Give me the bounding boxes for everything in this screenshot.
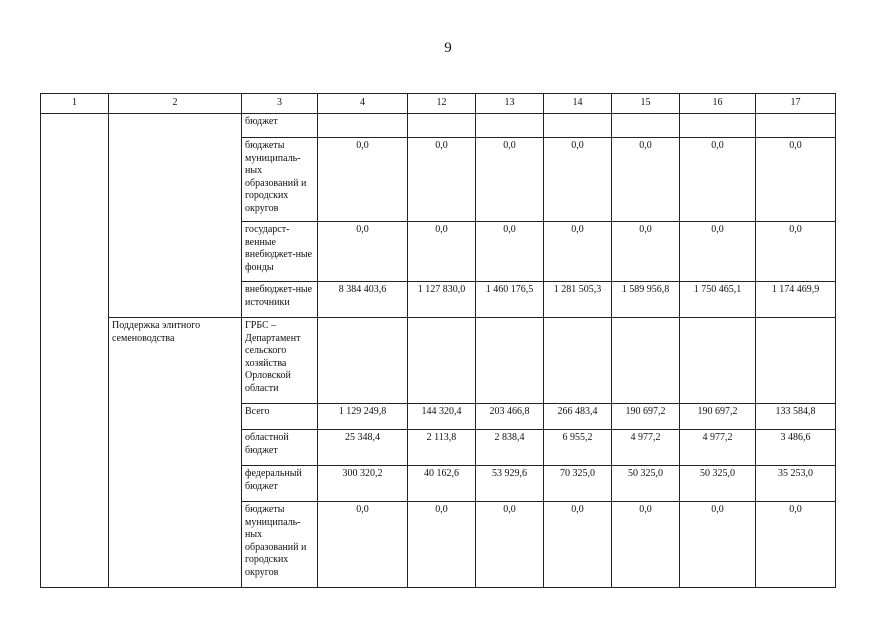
value-cell: 1 281 505,3 <box>544 282 612 318</box>
value-cell: 3 486,6 <box>756 430 836 466</box>
col1-merged-cell <box>41 114 109 588</box>
program-name-cell: Поддержка элитного семеноводства <box>109 318 242 588</box>
table-row <box>41 114 836 138</box>
value-cell <box>476 318 544 404</box>
value-cell <box>544 318 612 404</box>
value-cell: 40 162,6 <box>408 466 476 502</box>
value-cell: 50 325,0 <box>612 466 680 502</box>
value-cell: 0,0 <box>544 138 612 222</box>
value-cell: 266 483,4 <box>544 404 612 430</box>
value-cell: 1 460 176,5 <box>476 282 544 318</box>
value-cell: 133 584,8 <box>756 404 836 430</box>
value-cell: 0,0 <box>756 138 836 222</box>
value-cell: 2 838,4 <box>476 430 544 466</box>
source-label-cell: внебюджет-ные источники <box>242 282 318 318</box>
source-label-cell: областной бюджет <box>242 430 318 466</box>
value-cell: 1 174 469,9 <box>756 282 836 318</box>
value-cell: 190 697,2 <box>612 404 680 430</box>
value-cell <box>408 318 476 404</box>
header-cell: 17 <box>756 94 836 114</box>
value-cell: 0,0 <box>756 502 836 588</box>
header-cell: 3 <box>242 94 318 114</box>
value-cell: 0,0 <box>408 502 476 588</box>
value-cell: 0,0 <box>476 222 544 282</box>
value-cell: 50 325,0 <box>680 466 756 502</box>
value-cell <box>476 114 544 138</box>
value-cell: 6 955,2 <box>544 430 612 466</box>
value-cell: 35 253,0 <box>756 466 836 502</box>
value-cell: 0,0 <box>476 138 544 222</box>
value-cell: 0,0 <box>612 502 680 588</box>
value-cell: 0,0 <box>408 222 476 282</box>
value-cell: 1 129 249,8 <box>318 404 408 430</box>
value-cell: 0,0 <box>318 502 408 588</box>
value-cell <box>318 318 408 404</box>
value-cell: 0,0 <box>612 222 680 282</box>
source-label-cell: бюджеты муниципаль-ных образований и городских округов <box>242 502 318 588</box>
value-cell <box>544 114 612 138</box>
value-cell <box>756 318 836 404</box>
header-cell: 15 <box>612 94 680 114</box>
header-cell: 12 <box>408 94 476 114</box>
value-cell: 0,0 <box>318 222 408 282</box>
source-label-cell: бюджеты муниципаль-ных образований и городских округов <box>242 138 318 222</box>
header-cell: 4 <box>318 94 408 114</box>
value-cell: 1 589 956,8 <box>612 282 680 318</box>
value-cell: 53 929,6 <box>476 466 544 502</box>
value-cell: 2 113,8 <box>408 430 476 466</box>
source-label-cell: федеральный бюджет <box>242 466 318 502</box>
value-cell: 300 320,2 <box>318 466 408 502</box>
header-cell: 14 <box>544 94 612 114</box>
value-cell: 0,0 <box>680 222 756 282</box>
value-cell: 25 348,4 <box>318 430 408 466</box>
value-cell: 0,0 <box>544 222 612 282</box>
table-header-row <box>41 94 836 114</box>
source-label-cell: ГРБС – Департамент сельского хозяйства Орловской области <box>242 318 318 404</box>
value-cell: 0,0 <box>408 138 476 222</box>
value-cell: 203 466,8 <box>476 404 544 430</box>
value-cell: 4 977,2 <box>680 430 756 466</box>
value-cell: 70 325,0 <box>544 466 612 502</box>
value-cell <box>680 318 756 404</box>
budget-table <box>40 93 836 588</box>
value-cell: 0,0 <box>680 138 756 222</box>
value-cell: 4 977,2 <box>612 430 680 466</box>
value-cell: 1 127 830,0 <box>408 282 476 318</box>
value-cell: 0,0 <box>318 138 408 222</box>
header-cell: 2 <box>109 94 242 114</box>
value-cell: 8 384 403,6 <box>318 282 408 318</box>
value-cell: 1 750 465,1 <box>680 282 756 318</box>
table-body <box>41 94 836 588</box>
source-label-cell: Всего <box>242 404 318 430</box>
value-cell: 144 320,4 <box>408 404 476 430</box>
value-cell <box>318 114 408 138</box>
value-cell: 0,0 <box>544 502 612 588</box>
value-cell <box>408 114 476 138</box>
header-cell: 13 <box>476 94 544 114</box>
value-cell: 0,0 <box>756 222 836 282</box>
value-cell <box>680 114 756 138</box>
value-cell: 190 697,2 <box>680 404 756 430</box>
source-label-cell: бюджет <box>242 114 318 138</box>
header-cell: 1 <box>41 94 109 114</box>
value-cell <box>612 318 680 404</box>
col2-empty-cell <box>109 114 242 318</box>
value-cell: 0,0 <box>476 502 544 588</box>
table-row <box>41 318 836 404</box>
value-cell <box>612 114 680 138</box>
value-cell <box>756 114 836 138</box>
value-cell: 0,0 <box>680 502 756 588</box>
source-label-cell: государст-венные внебюджет-ные фонды <box>242 222 318 282</box>
page-number: 9 <box>444 40 452 56</box>
value-cell: 0,0 <box>612 138 680 222</box>
header-cell: 16 <box>680 94 756 114</box>
